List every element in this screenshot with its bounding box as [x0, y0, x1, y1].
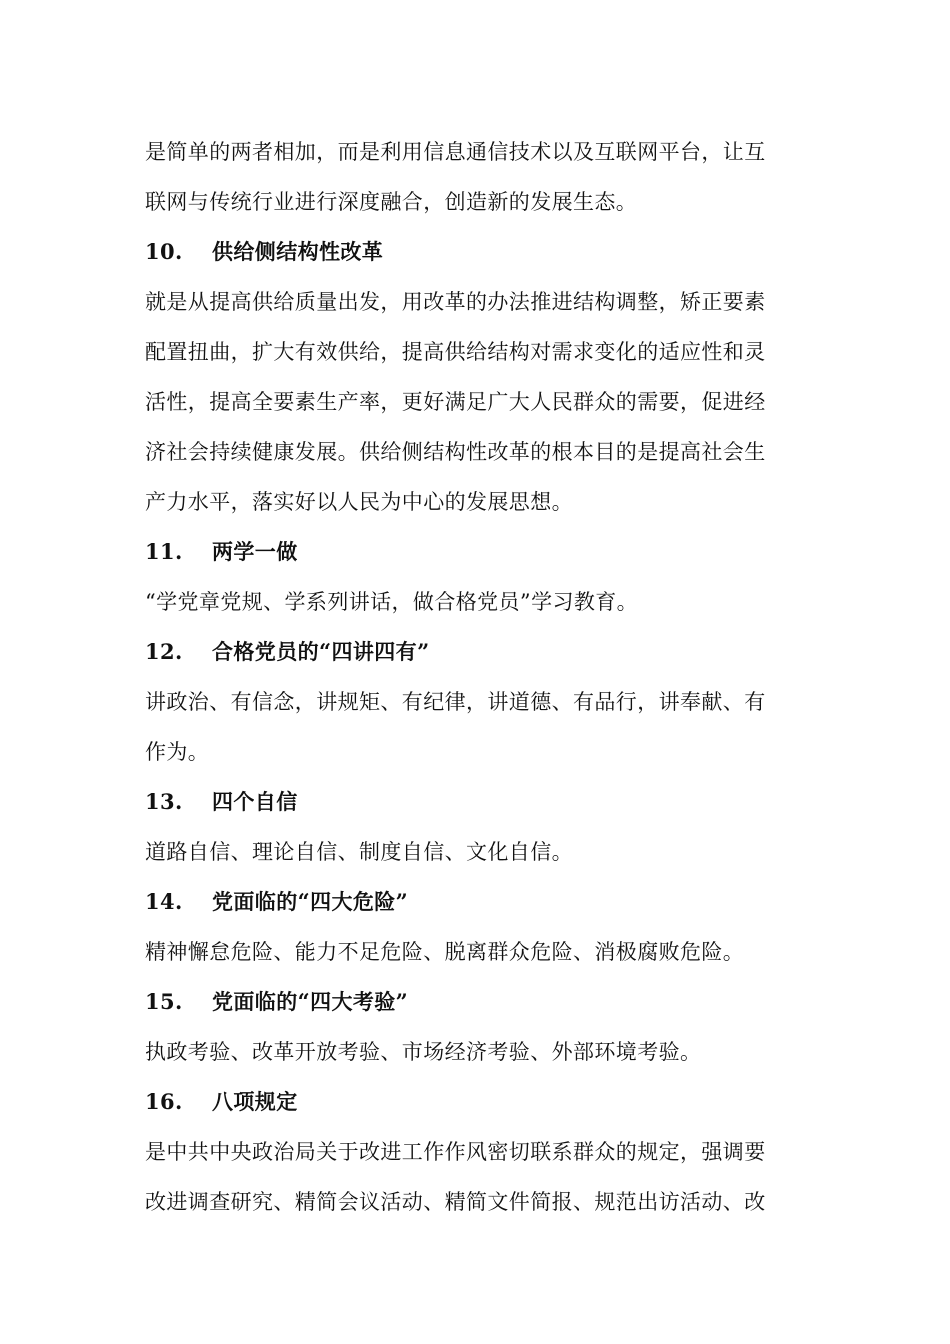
section-number: 14. — [145, 889, 183, 914]
body-line: 是中共中央政治局关于改进工作作风密切联系群众的规定，强调要 — [145, 1140, 766, 1164]
body-line: 济社会持续健康发展。供给侧结构性改革的根本目的是提高社会生 — [145, 440, 766, 464]
body-line: 联网与传统行业进行深度融合，创造新的发展生态。 — [145, 190, 638, 214]
body-line: 执政考验、改革开放考验、市场经济考验、外部环境考验。 — [145, 1040, 702, 1064]
section-number: 11. — [145, 539, 183, 564]
body-line: 作为。 — [145, 740, 210, 764]
section-number: 12. — [145, 639, 183, 664]
section-title: 八项规定 — [212, 1089, 298, 1114]
body-line: “学党章党规、学系列讲话，做合格党员”学习教育。 — [145, 590, 639, 614]
section-number: 16. — [145, 1089, 183, 1114]
section-title: 供给侧结构性改革 — [212, 239, 384, 264]
body-line: 道路自信、理论自信、制度自信、文化自信。 — [145, 840, 573, 864]
section-title: 四个自信 — [212, 789, 298, 814]
section-heading — [145, 237, 825, 267]
body-line: 是简单的两者相加，而是利用信息通信技术以及互联网平台，让互 — [145, 140, 766, 164]
section-heading — [145, 1087, 825, 1117]
section-heading — [145, 887, 825, 917]
body-line: 活性，提高全要素生产率，更好满足广大人民群众的需要，促进经 — [145, 390, 766, 414]
section-number: 13. — [145, 789, 183, 814]
body-line: 配置扭曲，扩大有效供给，提高供给结构对需求变化的适应性和灵 — [145, 340, 766, 364]
section-number: 15. — [145, 989, 183, 1014]
body-line: 讲政治、有信念，讲规矩、有纪律，讲道德、有品行，讲奉献、有 — [145, 690, 766, 714]
section-title: 党面临的“四大危险” — [212, 889, 409, 914]
section-heading — [145, 537, 825, 567]
body-line: 就是从提高供给质量出发，用改革的办法推进结构调整，矫正要素 — [145, 290, 766, 314]
body-line: 精神懈怠危险、能力不足危险、脱离群众危险、消极腐败危险。 — [145, 940, 745, 964]
section-title: 合格党员的“四讲四有” — [212, 639, 430, 664]
section-heading — [145, 637, 825, 667]
body-line: 产力水平，落实好以人民为中心的发展思想。 — [145, 490, 573, 514]
section-heading — [145, 987, 825, 1017]
section-title: 党面临的“四大考验” — [212, 989, 409, 1014]
section-number: 10. — [145, 239, 183, 264]
section-heading — [145, 787, 825, 817]
section-title: 两学一做 — [212, 539, 298, 564]
body-line: 改进调查研究、精简会议活动、精简文件简报、规范出访活动、改 — [145, 1190, 766, 1214]
